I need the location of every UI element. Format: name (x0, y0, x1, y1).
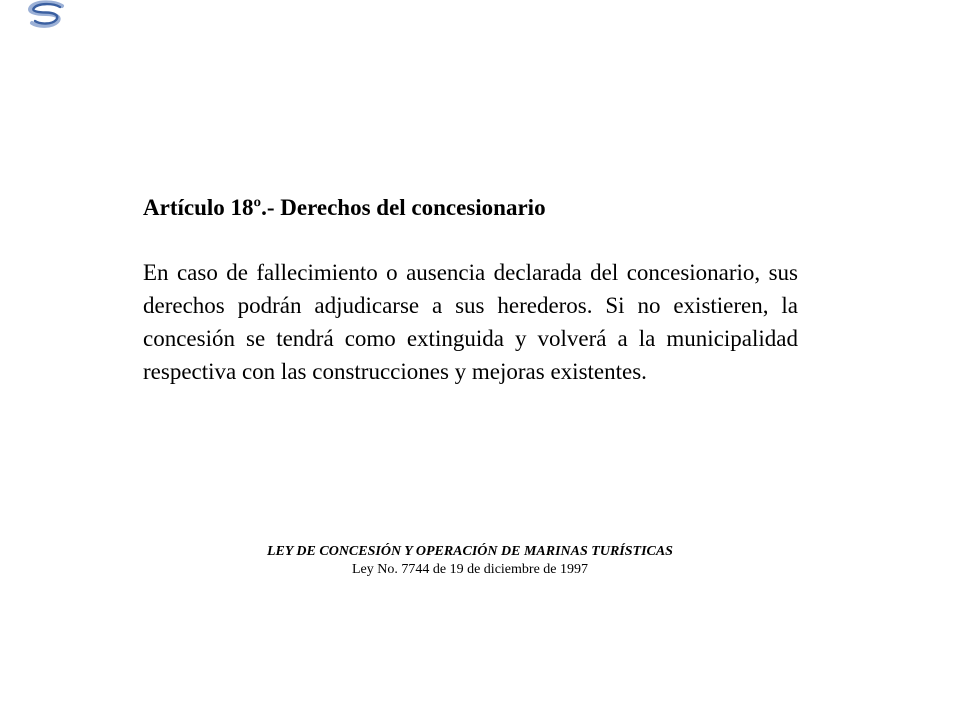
law-title: LEY DE CONCESIÓN Y OPERACIÓN DE MARINAS TURÍSTICAS (267, 544, 673, 559)
article-title: Artículo 18º.- Derechos del concesionario (143, 195, 546, 220)
swirl-logo-icon (24, 0, 72, 30)
article-body: En caso de fallecimiento o ausencia declarada del concesionario, sus derechos podrán adjudicarse a sus herederos. Si no existieren, la concesión se tendrá como extinguida y volverá a la municipalidad respectiva con las construcciones y mejoras existentes. (143, 260, 798, 384)
law-reference: Ley No. 7744 de 19 de diciembre de 1997 (352, 562, 588, 577)
law-citation (0, 543, 940, 579)
article-section (143, 192, 798, 388)
